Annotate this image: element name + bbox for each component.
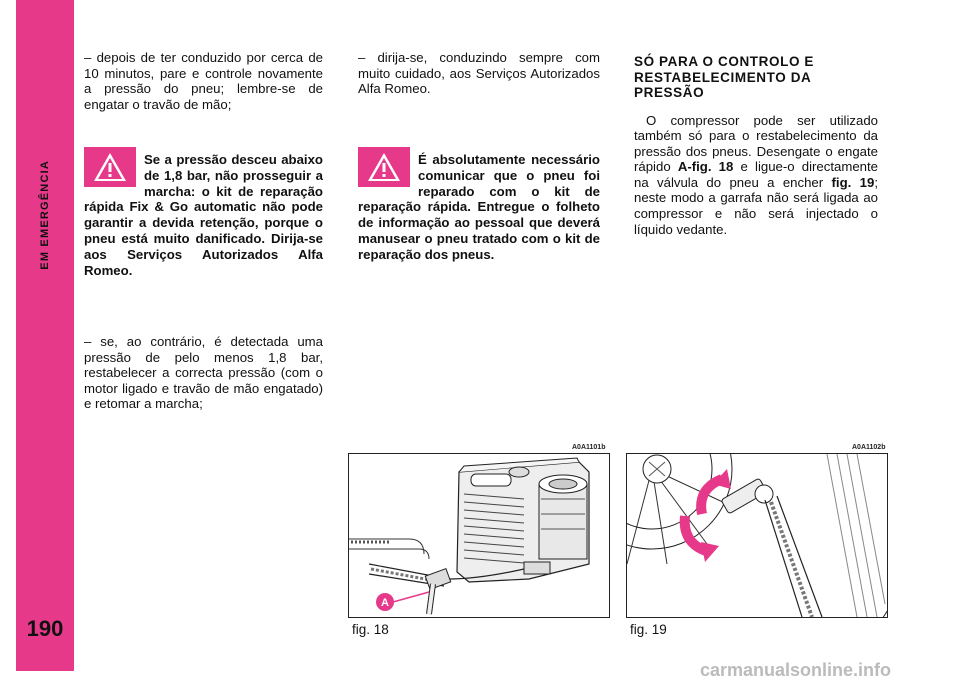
tyre-valve-drawing [627, 454, 887, 617]
col3-text-a: O compressor pode ser utilizado também só para o restabelecimento da pressão dos pneus. Desengate o engate rápido [634, 112, 878, 175]
column-1 [84, 50, 323, 112]
fig18-illustration [348, 453, 610, 618]
col3-heading: SÓ PARA O CONTROLO E RESTABELECIMENTO DA PRESSÃO [634, 54, 815, 100]
col3-ref-fig18: A-fig. 18 [677, 159, 734, 175]
col2-warning [358, 152, 600, 263]
fig18-caption: fig. 18 [352, 622, 389, 637]
column-2 [358, 50, 600, 97]
col3-paragraph [634, 113, 878, 238]
col3-ref-fig19: fig. 19 [831, 174, 875, 190]
callout-a-label: A [381, 597, 389, 609]
page-number: 190 [26, 616, 64, 641]
col1-paragraph-1: – depois de ter conduzido por cerca de 10 minutos, pare e controle novamente a pressão do pneu; lembre-se de engatar o travão de mão; [84, 50, 323, 112]
col3-text-c: ; neste modo a garrafa não será ligada ao compressor e não será injectado o líquido vedante. [634, 174, 879, 237]
col2-paragraph-1: – dirija-se, conduzindo sempre com muito cuidado, aos Serviços Autorizados Alfa Romeo. [358, 50, 600, 97]
col1-paragraph-2: – se, ao contrário, é detectada uma pressão de pelo menos 1,8 bar, restabelecer a correcta pressão (com o motor ligado e travão de mão engatado) e retomar a marcha; [84, 334, 323, 412]
compressor-drawing [349, 454, 609, 617]
section-title: EM EMERGÊNCIA [39, 160, 51, 270]
watermark: carmanualsonline.info [700, 660, 892, 680]
column-1-lower [84, 334, 323, 412]
col3-text-b: e ligue-o directamente na válvula do pneu a encher [634, 159, 878, 190]
col2-warning-text: É absolutamente necessário comunicar que o pneu foi reparado com o kit de reparação rápida. Entregue o folheto de informação ao pessoal que deverá manusear o pneu tratado com o kit de reparação dos pneus. [358, 152, 600, 262]
fig19-caption: fig. 19 [630, 622, 667, 637]
col1-warning [84, 152, 323, 278]
column-3 [634, 54, 878, 237]
col1-warning-text: Se a pressão desceu abaixo de 1,8 bar, não prosseguir a marcha: o kit de reparação rápida Fix & Go automatic não pode garantir a devida retenção, porque o pneu está muito danificado. Dirija-se aos Serviços Autorizados Alfa Romeo. [84, 152, 323, 278]
section-title-container [16, 100, 74, 580]
fig18-code: A0A1101b [572, 444, 606, 451]
fig19-code: A0A1102b [852, 444, 886, 451]
section-sidebar [16, 0, 74, 671]
fig19-illustration [626, 453, 888, 618]
